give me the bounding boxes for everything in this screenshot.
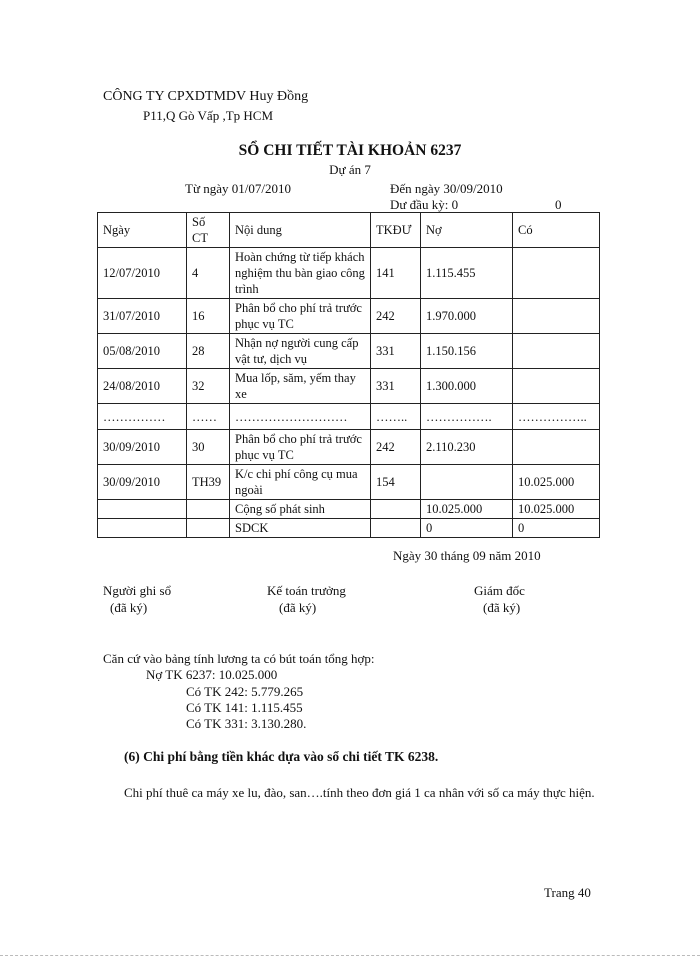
signature-date: Ngày 30 tháng 09 năm 2010 [393,548,541,563]
cell-debit: ……………. [421,404,513,430]
ledger-table [97,212,600,538]
cell-date: …………… [98,404,187,430]
cell-doc: TH39 [187,465,230,500]
cell-credit [513,430,600,465]
recorder-title: Người ghi sổ [103,583,172,598]
chief-accountant-title: Kế toán trưởng [267,583,346,598]
cell-debit: 1.115.455 [421,248,513,299]
cell-doc: 28 [187,334,230,369]
cell-acct: 331 [371,369,421,404]
cell-acct: 242 [371,430,421,465]
cell-desc: Phân bổ cho phí trả trước phục vụ TC [230,299,371,334]
cell-doc: 30 [187,430,230,465]
col-header-date: Ngày [98,213,187,248]
cell-acct: 141 [371,248,421,299]
cell-debit: 1.300.000 [421,369,513,404]
chief-accountant-signed: (đã ký) [279,600,317,615]
table-header-row [98,213,600,248]
cell-doc: 4 [187,248,230,299]
closing-row [98,519,600,538]
from-date: Từ ngày 01/07/2010 [185,181,291,196]
company-name: CÔNG TY CPXDTMDV Huy Đồng [103,89,309,104]
closing-credit: 0 [513,519,600,538]
cell-date: 05/08/2010 [98,334,187,369]
company-address: P11,Q Gò Vấp ,Tp HCM [143,108,274,123]
col-header-acct: TKĐƯ [371,213,421,248]
total-credit: 10.025.000 [513,500,600,519]
cell-acct: …….. [371,404,421,430]
to-date: Đến ngày 30/09/2010 [390,181,503,196]
cell-debit: 1.150.156 [421,334,513,369]
cell-credit: 10.025.000 [513,465,600,500]
cell-desc: Phân bổ cho phí trả trước phục vụ TC [230,430,371,465]
cell-credit [513,369,600,404]
cell-credit [513,334,600,369]
col-header-credit: Có [513,213,600,248]
table-row [98,299,600,334]
cell-desc: Hoàn chứng từ tiếp khách nghiệm thu bàn giao công trình [230,248,371,299]
cell-doc: …… [187,404,230,430]
director-signed: (đã ký) [483,600,521,615]
total-row [98,500,600,519]
opening-balance: Dư đầu kỳ: 0 [390,197,459,212]
closing-label: SDCK [230,519,371,538]
cell-desc: K/c chi phí công cụ mua ngoài [230,465,371,500]
table-row [98,334,600,369]
section-heading: (6) Chi phí bằng tiền khác dựa vào sổ chi tiết TK 6238. [124,749,439,764]
entry-credit-line: Có TK 141: 1.115.455 [186,700,303,715]
table-row [98,369,600,404]
page-divider [0,955,700,956]
cell-debit: 2.110.230 [421,430,513,465]
cell-acct: 331 [371,334,421,369]
cell-date: 30/09/2010 [98,465,187,500]
total-label: Cộng số phát sinh [230,500,371,519]
ledger-title: SỔ CHI TIẾT TÀI KHOẢN 6237 [238,142,462,159]
total-debit: 10.025.000 [421,500,513,519]
entry-credit-line: Có TK 242: 5.779.265 [186,684,304,699]
entry-intro: Căn cứ vào bảng tính lương ta có bút toán tổng hợp: [103,651,375,666]
cell-credit: …………….. [513,404,600,430]
cell-desc: Nhận nợ người cung cấp vật tư, dịch vụ [230,334,371,369]
recorder-signed: (đã ký) [110,600,148,615]
cell-credit [513,248,600,299]
entry-credit-line: Có TK 331: 3.130.280. [186,716,307,731]
col-header-debit: Nợ [421,213,513,248]
closing-debit: 0 [421,519,513,538]
cell-debit [421,465,513,500]
cell-date: 24/08/2010 [98,369,187,404]
table-row [98,430,600,465]
cell-acct: 154 [371,465,421,500]
opening-credit: 0 [555,197,562,212]
cell-desc: Mua lốp, săm, yếm thay xe [230,369,371,404]
page-number: Trang 40 [544,885,591,900]
col-header-doc: Số CT [187,213,230,248]
director-title: Giám đốc [474,583,525,598]
table-row-ellipsis [98,404,600,430]
cell-date: 31/07/2010 [98,299,187,334]
cell-date: 30/09/2010 [98,430,187,465]
col-header-desc: Nội dung [230,213,371,248]
entry-debit-line: Nợ TK 6237: 10.025.000 [146,667,278,682]
section-paragraph: Chi phí thuê ca máy xe lu, đào, san….tính theo đơn giá 1 ca nhân với số ca máy thực hiện. [124,785,595,800]
table-row [98,248,600,299]
cell-doc: 32 [187,369,230,404]
cell-debit: 1.970.000 [421,299,513,334]
cell-desc: ……………………… [230,404,371,430]
project-name: Dự án 7 [329,162,371,177]
cell-date: 12/07/2010 [98,248,187,299]
cell-credit [513,299,600,334]
cell-acct: 242 [371,299,421,334]
table-row [98,465,600,500]
cell-doc: 16 [187,299,230,334]
